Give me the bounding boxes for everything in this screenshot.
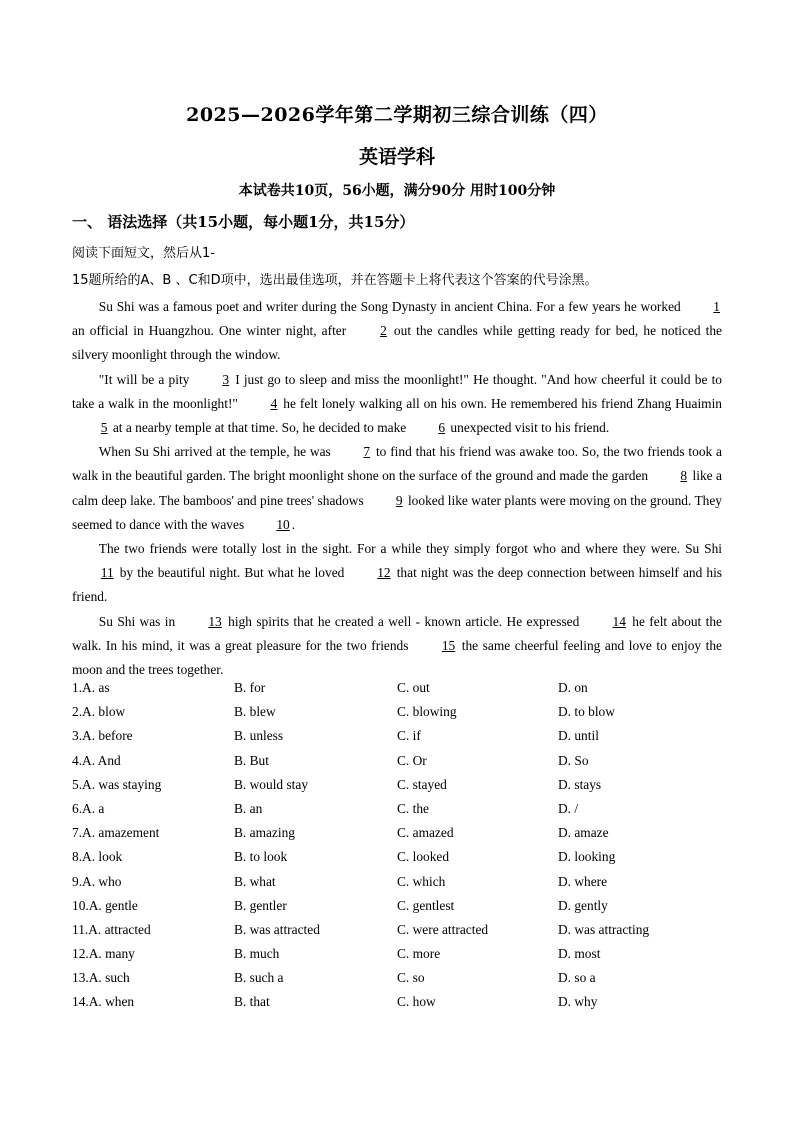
- passage-text: the same cheerful feeling and love to enjoy the moon and the trees together.: [72, 637, 722, 678]
- passage-text: at a nearby temple at that time. So, he decided to make: [109, 420, 410, 436]
- option-c: C. looked: [397, 849, 450, 865]
- answer-options: [72, 680, 722, 1019]
- exam-title: 2025—2026学年第二学期初三综合训练（四）: [186, 104, 608, 126]
- instruction-line-1: 阅读下面短文，然后从1-: [72, 246, 215, 261]
- option-d: D. amaze: [558, 825, 609, 841]
- option-d: D. gently: [558, 897, 608, 913]
- option-d: D. on: [558, 680, 588, 695]
- passage-text: he felt lonely walking all on his own. He remembered his friend Zhang Huaimin: [279, 395, 722, 411]
- option-row: [72, 970, 722, 994]
- answer-blank: 11: [100, 565, 114, 581]
- option-b: B. But: [234, 752, 269, 768]
- option-a: 2.A. blow: [72, 704, 126, 720]
- answer-blank: 4: [270, 395, 278, 411]
- answer-blank: 5: [100, 420, 108, 436]
- option-b: B. was attracted: [234, 921, 320, 937]
- option-a: 11.A. attracted: [72, 921, 151, 937]
- option-b: B. gentler: [234, 897, 287, 913]
- option-row: [72, 801, 722, 825]
- answer-blank: 13: [208, 613, 222, 629]
- subject-title: 英语学科: [358, 146, 435, 168]
- option-d: D. until: [558, 728, 599, 744]
- answer-blank: 10: [276, 516, 290, 532]
- option-a: 4.A. And: [72, 752, 121, 768]
- option-row: [72, 994, 722, 1018]
- passage-text: Su Shi was a famous poet and writer during the Song Dynasty in ancient China. For a few years he worked: [98, 299, 685, 314]
- option-row: [72, 922, 722, 946]
- option-d: D. /: [558, 800, 579, 816]
- option-b: B. what: [234, 873, 276, 889]
- option-a: 14.A. when: [72, 994, 135, 1010]
- option-d: D. to blow: [558, 704, 615, 720]
- option-row: [72, 849, 722, 873]
- option-b: B. unless: [234, 728, 284, 744]
- option-a: 9.A. who: [72, 873, 122, 889]
- passage-text: like a calm deep lake. The bamboos' and pine trees' shadows: [72, 468, 723, 508]
- option-row: [72, 704, 722, 728]
- option-b: B. would stay: [234, 776, 309, 792]
- answer-blank: 7: [363, 444, 371, 460]
- option-b: B. for: [234, 680, 266, 695]
- answer-blank: 8: [680, 468, 688, 484]
- passage-text: "It will be a pity: [98, 371, 194, 387]
- passage-paragraph: [72, 440, 722, 537]
- option-a: 7.A. amazement: [72, 825, 160, 841]
- option-c: C. so: [397, 970, 425, 986]
- option-c: C. more: [397, 946, 441, 962]
- option-c: C. gentlest: [397, 897, 455, 913]
- option-a: 6.A. a: [72, 800, 105, 816]
- answer-blank: 2: [380, 323, 387, 339]
- option-b: B. such a: [234, 970, 284, 986]
- option-c: C. were attracted: [397, 921, 489, 937]
- passage-text: .: [291, 516, 296, 532]
- passage-text: an official in Huangzhou. One winter night, after: [72, 323, 352, 339]
- option-row: [72, 825, 722, 849]
- option-b: B. an: [234, 800, 263, 816]
- passage-text: out the candles while getting ready for bed, he noticed the silvery moonlight through the window.: [72, 323, 722, 363]
- option-b: B. much: [234, 946, 280, 962]
- option-c: C. the: [397, 800, 429, 816]
- passage-text: The two friends were totally lost in the sight. For a while they simply forgot who and where they were. Su Shi: [98, 541, 722, 557]
- option-b: B. that: [234, 994, 270, 1010]
- passage-text: that night was the deep connection between himself and his friend.: [72, 565, 722, 605]
- option-a: 12.A. many: [72, 946, 135, 962]
- option-a: 1.A. as: [72, 680, 110, 695]
- passage-text: unexpected visit to his friend.: [447, 420, 610, 436]
- option-row: [72, 946, 722, 970]
- exam-info: 本试卷共10页，56小题，满分90分 用时100分钟: [238, 183, 556, 199]
- option-a: 13.A. such: [72, 970, 130, 986]
- option-c: C. out: [397, 680, 430, 695]
- option-c: C. how: [397, 994, 436, 1010]
- option-d: D. most: [558, 946, 601, 962]
- section-heading: 一、 语法选择（共15小题，每小题1分，共15分）: [72, 213, 415, 231]
- instruction-line-2: 15题所给的A、B 、C和D项中，选出最佳选项，并在答题卡上将代表这个答案的代号涂黑。: [72, 273, 598, 288]
- option-row: [72, 680, 722, 704]
- option-row: [72, 898, 722, 922]
- option-d: D. so a: [558, 970, 596, 986]
- option-d: D. was attracting: [558, 921, 650, 937]
- option-b: B. to look: [234, 849, 288, 865]
- option-b: B. amazing: [234, 825, 295, 841]
- option-row: [72, 777, 722, 801]
- option-c: C. stayed: [397, 776, 447, 792]
- passage-text: Su Shi was in: [98, 613, 180, 629]
- passage-text: high spirits that he created a well - known article. He expressed: [223, 613, 584, 629]
- passage-paragraph: [72, 537, 722, 610]
- answer-blank: 1: [713, 299, 720, 314]
- option-a: 5.A. was staying: [72, 776, 162, 792]
- answer-blank: 14: [612, 613, 626, 629]
- option-d: D. where: [558, 873, 608, 889]
- option-d: D. why: [558, 994, 598, 1010]
- option-c: C. if: [397, 728, 421, 744]
- option-c: C. amazed: [397, 825, 454, 841]
- option-a: 3.A. before: [72, 728, 133, 744]
- option-b: B. blew: [234, 704, 276, 720]
- option-d: D. looking: [558, 849, 616, 865]
- option-c: C. which: [397, 873, 446, 889]
- passage-text: by the beautiful night. But what he loved: [115, 565, 349, 581]
- passage-text: to find that his friend was awake too. So, the two friends took a walk in the beautiful garden. The bright moonlight shone on the surface of the ground and made the garden: [72, 444, 722, 484]
- passage-text: I just go to sleep and miss the moonlight!" He thought. "And how cheerful it could be to take a walk in the moonlight!": [72, 371, 722, 411]
- option-a: 8.A. look: [72, 849, 123, 865]
- passage-paragraph: [72, 610, 722, 683]
- option-d: D. stays: [558, 776, 602, 792]
- answer-blank: 6: [438, 420, 446, 436]
- answer-blank: 9: [395, 492, 403, 508]
- option-row: [72, 753, 722, 777]
- passage-paragraph: [72, 295, 722, 368]
- option-row: [72, 874, 722, 898]
- option-row: [72, 728, 722, 752]
- passage-text: he felt about the walk. In his mind, it was a great pleasure for the two friends: [72, 613, 722, 653]
- option-c: C. blowing: [397, 704, 457, 720]
- passage-text: looked like water plants were moving on the ground. They seemed to dance with the waves: [72, 492, 723, 532]
- answer-blank: 3: [222, 371, 230, 387]
- reading-passage: [72, 295, 722, 682]
- option-d: D. So: [558, 752, 589, 768]
- passage-text: When Su Shi arrived at the temple, he was: [98, 444, 335, 460]
- answer-blank: 12: [377, 565, 391, 581]
- answer-blank: 15: [441, 637, 456, 653]
- option-a: 10.A. gentle: [72, 897, 138, 913]
- passage-paragraph: [72, 368, 722, 441]
- option-c: C. Or: [397, 752, 427, 768]
